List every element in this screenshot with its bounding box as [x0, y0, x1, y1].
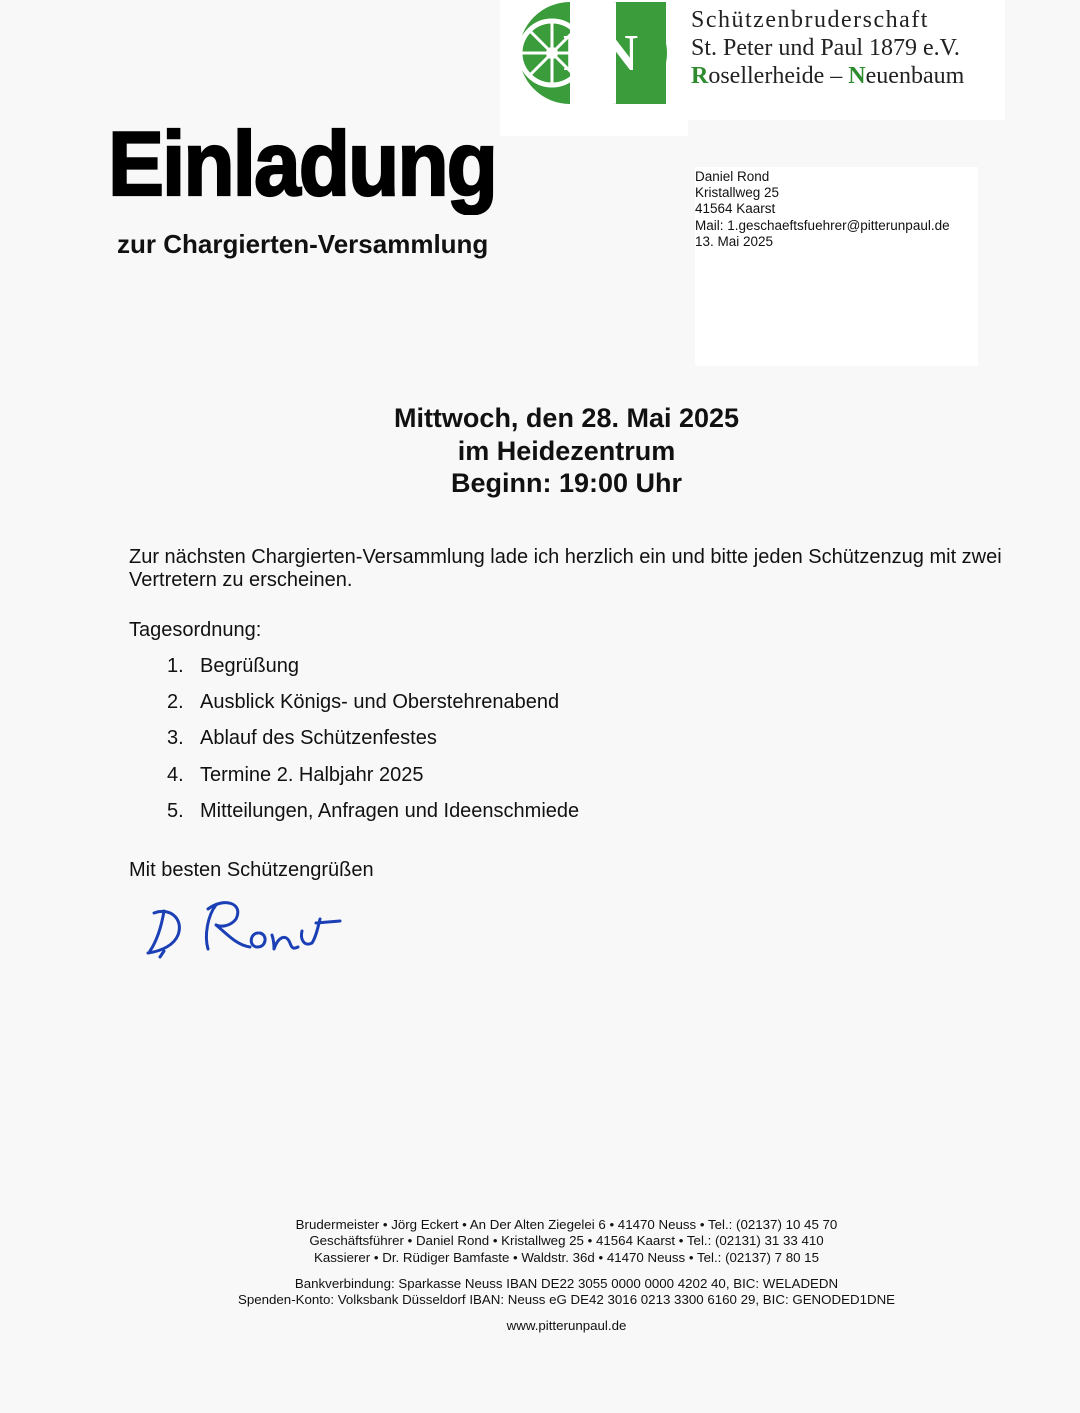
- agenda-item-text: Termine 2. Halbjahr 2025: [200, 763, 424, 786]
- agenda-item-text: Mitteilungen, Anfragen und Ideenschmiede: [200, 799, 580, 822]
- org-line3-part1: osellerheide –: [708, 63, 849, 89]
- sender-mail: Mail: 1.geschaeftsfuehrer@pitterunpaul.de: [695, 217, 950, 233]
- agenda-item-number: 2.: [167, 691, 184, 714]
- org-name-line3: [691, 62, 964, 90]
- agenda-item: [167, 763, 579, 799]
- page-title: Einladung: [108, 113, 496, 215]
- letter-date: 13. Mai 2025: [695, 233, 774, 249]
- agenda-item: [167, 654, 579, 690]
- event-info: [0, 402, 1080, 500]
- footer-website-link[interactable]: www.pitterunpaul.de: [506, 1318, 627, 1334]
- agenda-item: [167, 690, 579, 726]
- footer: [0, 1217, 1080, 1335]
- logo-background-tab: [500, 110, 688, 136]
- sender-street: Kristallweg 25: [695, 185, 780, 201]
- agenda-item: [167, 726, 579, 762]
- footer-donation-account: Spenden-Konto: Volksbank Düsseldorf IBAN: Neuss eG DE42 3016 0213 3300 6160 29, BIC: GENODED1DNE: [237, 1292, 896, 1308]
- event-time: Beginn: 19:00 Uhr: [450, 468, 683, 498]
- agenda-item-text: Ausblick Königs- und Oberstehrenabend: [200, 691, 560, 714]
- org-name-line2: St. Peter und Paul 1879 e.V.: [691, 35, 960, 61]
- agenda-item-number: 3.: [167, 727, 184, 750]
- sender-address-block: [695, 167, 978, 366]
- org-line3-part2: euenbaum: [865, 63, 965, 89]
- agenda-item-text: Begrüßung: [200, 655, 299, 677]
- agenda-item-number: 1.: [167, 655, 184, 677]
- event-date: Mittwoch, den 28. Mai 2025: [393, 403, 740, 433]
- footer-geschaeftsfuehrer: Geschäftsführer • Daniel Rond • Kristallweg 25 • 41564 Kaarst • Tel.: (02131) 31 33 410: [309, 1233, 824, 1249]
- intro-paragraph: Zur nächsten Chargierten-Versammlung lade ich herzlich ein und bitte jeden Schützenzug mit zwei Vertretern zu erscheinen.: [129, 546, 1002, 591]
- org-name-line1: Schützenbruderschaft: [691, 7, 929, 33]
- org-initial-n: N: [848, 63, 866, 89]
- agenda-list: [167, 654, 579, 835]
- footer-brudermeister: Brudermeister • Jörg Eckert • An Der Alten Ziegelei 6 • 41470 Neuss • Tel.: (02137) 10 45 70: [295, 1217, 838, 1232]
- brotherhood-logo: [512, 0, 670, 106]
- agenda-item-number: 4.: [167, 763, 184, 786]
- sender-city: 41564 Kaarst: [695, 201, 776, 217]
- agenda-item-number: 5.: [167, 799, 184, 822]
- closing-greeting: Mit besten Schützengrüßen: [129, 859, 374, 881]
- org-initial-r: R: [691, 63, 709, 89]
- footer-kassierer: Kassierer • Dr. Rüdiger Bamfaste • Waldstr. 36d • 41470 Neuss • Tel.: (02137) 7 80 15: [314, 1249, 819, 1265]
- page-subtitle: zur Chargierten-Versammlung: [117, 229, 489, 259]
- agenda-item-text: Ablauf des Schützenfestes: [200, 727, 437, 750]
- organization-name: [691, 6, 964, 90]
- logo-letters: RN: [563, 25, 639, 82]
- agenda-label: Tagesordnung:: [129, 619, 262, 641]
- footer-bank-account: Bankverbindung: Sparkasse Neuss IBAN DE22 3055 0000 0000 4202 40, BIC: WELADEDN: [294, 1275, 839, 1291]
- event-location: im Heidezentrum: [457, 435, 676, 466]
- signature: [140, 893, 345, 961]
- sender-name: Daniel Rond: [695, 169, 770, 184]
- agenda-item: [167, 799, 579, 835]
